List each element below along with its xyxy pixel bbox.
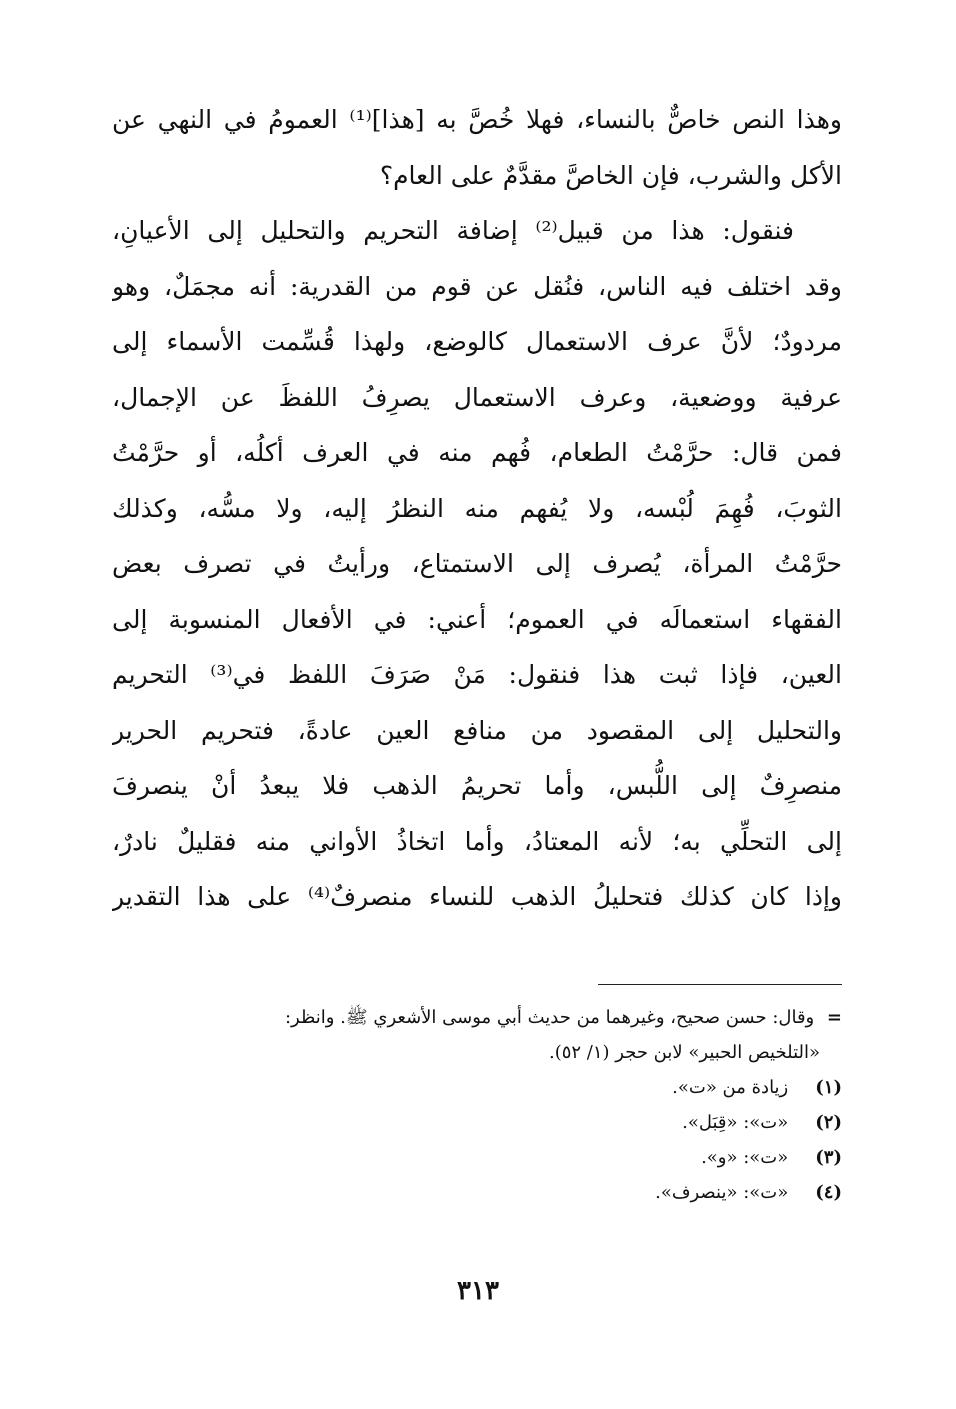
- footnote-number: (١): [815, 1077, 842, 1098]
- footnote-text: زيادة من «ت».: [672, 1077, 789, 1098]
- footnote-text: «ت»: «ينصرف».: [655, 1182, 789, 1203]
- text-line: إلى التحلِّي به؛ لأنه المعتادُ، وأما اتخاذُ الأواني منه فقليلٌ نادرٌ،: [112, 826, 842, 856]
- text-line: العين، فإذا ثبت هذا فنقول: مَنْ صَرَفَ اللفظ في⁽³⁾ التحريم: [112, 660, 842, 689]
- footnote-number: (٣): [815, 1147, 842, 1168]
- footnote-item: [112, 1070, 842, 1105]
- footnote-item: [112, 1105, 842, 1140]
- footnotes: [112, 1000, 842, 1210]
- main-text-body: [112, 92, 842, 925]
- footnote-number: (٢): [815, 1112, 842, 1133]
- text-line: فنقول: هذا من قبيل⁽²⁾ إضافة التحريم والتحليل إلى الأعيانِ،: [112, 216, 794, 245]
- continuation-mark: =: [826, 1007, 842, 1028]
- footnote-text: «ت»: «قِبَل».: [682, 1112, 789, 1133]
- text-line: الأكل والشرب، فإن الخاصَّ مقدَّمٌ على العام؟: [379, 160, 842, 190]
- text-line: فمن قال: حرَّمْتُ الطعام، فُهم منه في العرف أكلُه، أو حرَّمْتُ: [112, 438, 842, 467]
- page-number: ٣١٣: [457, 1276, 499, 1306]
- text-line: الثوبَ، فُهِمَ لُبْسه، ولا يُفهم منه النظرُ إليه، ولا مسُّه، وكذلك: [112, 493, 842, 523]
- footnote-divider: [598, 984, 842, 985]
- text-line: حرَّمْتُ المرأة، يُصرف إلى الاستمتاع، ورأيتُ في تصرف بعض: [112, 549, 842, 578]
- text-line: عرفية ووضعية، وعرف الاستعمال يصرِفُ اللفظَ عن الإجمال،: [112, 382, 842, 412]
- footnote-number: (٤): [815, 1182, 842, 1203]
- text-line: وإذا كان كذلك فتحليلُ الذهب للنساء منصرفٌ⁽⁴⁾ على هذا التقدير: [112, 882, 842, 911]
- footnote-item: [112, 1175, 842, 1210]
- text-line: مردودٌ؛ لأنَّ عرف الاستعمال كالوضع، ولهذا قُسِّمت الأسماء إلى: [112, 327, 842, 356]
- footnote-text: وقال: حسن صحيح، وغيرهما من حديث أبي موسى الأشعري ﷺ. وانظر:: [284, 1007, 815, 1028]
- text-line: منصرِفٌ إلى اللُّبس، وأما تحريمُ الذهب فلا يبعدُ أنْ ينصرفَ: [112, 771, 842, 800]
- text-line: وهذا النص خاصٌّ بالنساء، فهلا خُصَّ به [هذا]⁽¹⁾ العمومُ في النهي عن: [112, 105, 842, 134]
- footnote-continuation-line: «التلخيص الحبير» لابن حجر (١/ ٥٢).: [548, 1042, 820, 1063]
- footnote-text: «ت»: «و».: [701, 1147, 789, 1168]
- footnote-continuation: [112, 1000, 842, 1035]
- text-line: وقد اختلف فيه الناس، فنُقل عن قوم من القدرية: أنه مجمَلٌ، وهو: [112, 271, 842, 301]
- footnote-item: [112, 1140, 842, 1175]
- text-line: الفقهاء استعمالَه في العموم؛ أعني: في الأفعال المنسوبة إلى: [112, 604, 842, 634]
- text-line: والتحليل إلى المقصود من منافع العين عادةً، فتحريم الحرير: [112, 715, 842, 745]
